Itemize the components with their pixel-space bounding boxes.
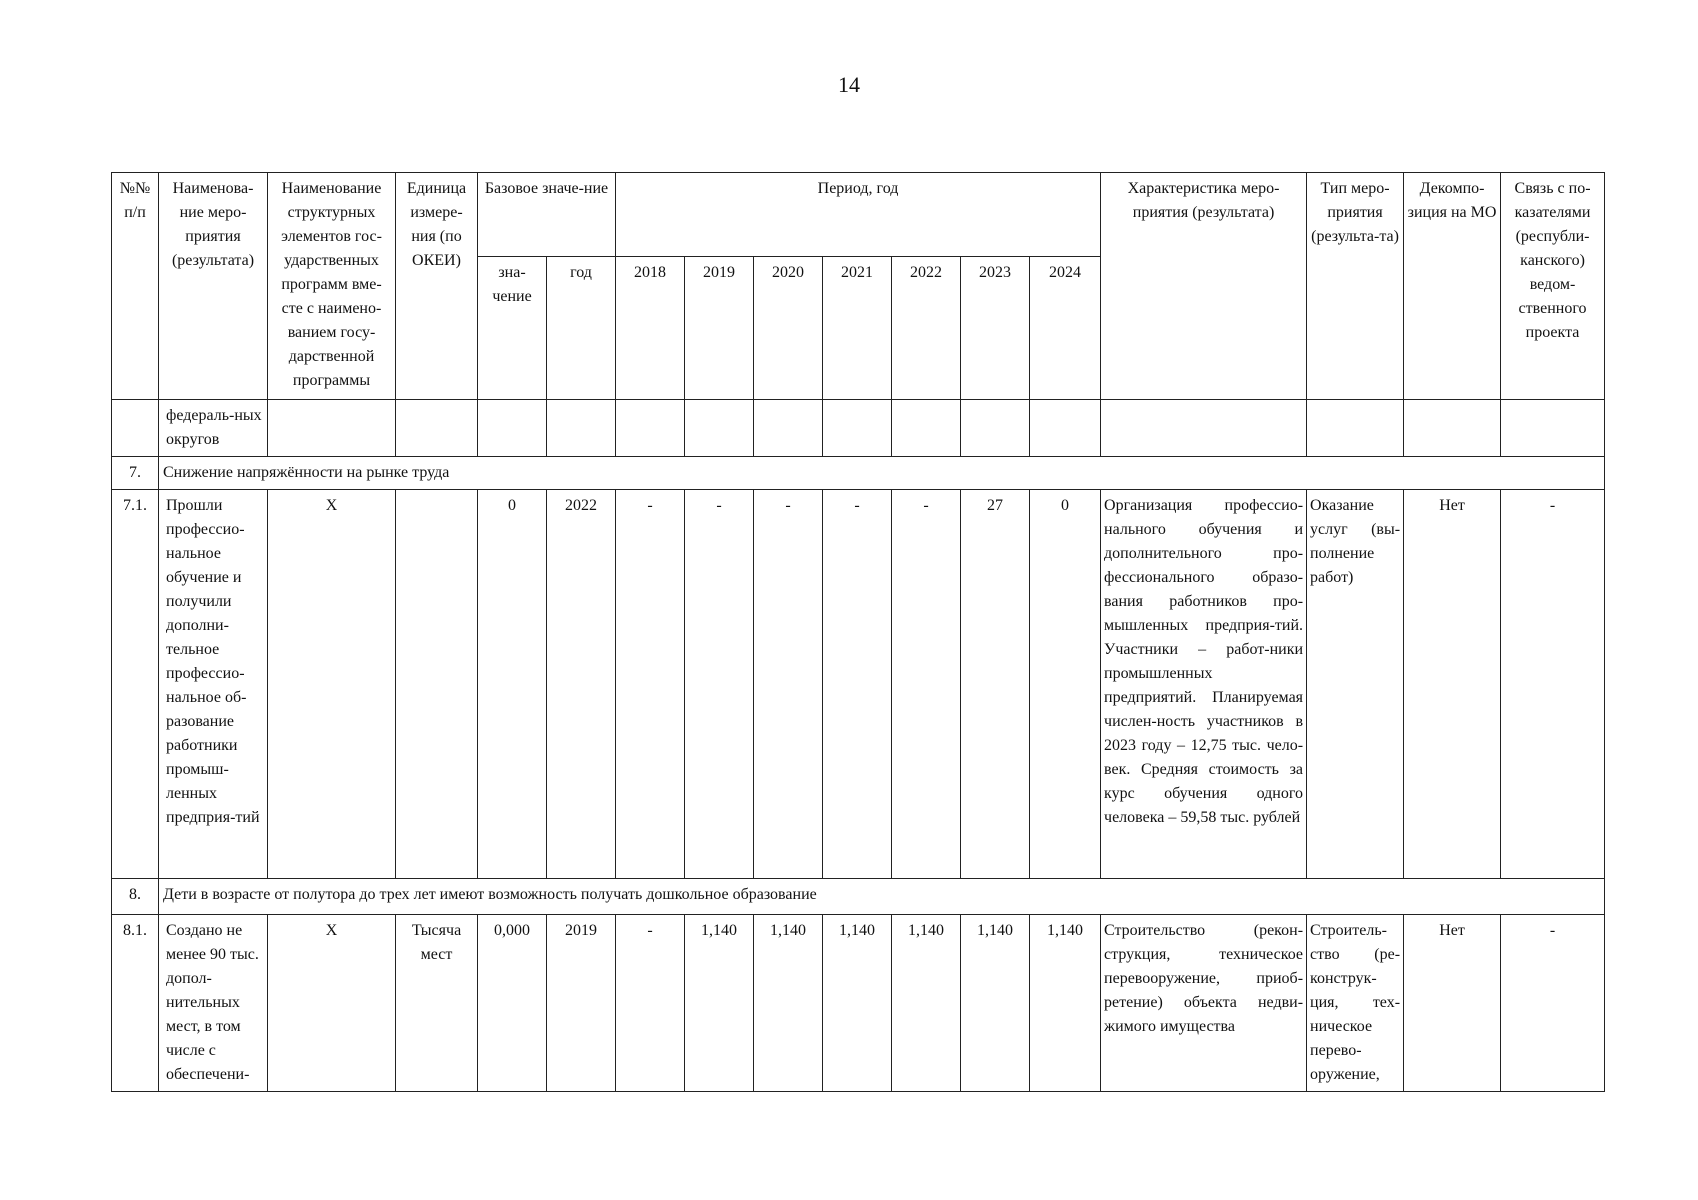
cell [616,400,685,457]
header-year: 2024 [1030,257,1101,400]
section-row [112,879,1605,915]
table-row [112,490,1605,879]
cell [685,400,754,457]
row-year-value: 27 [961,490,1030,879]
row-year-value: 1,140 [685,915,754,1092]
cell [478,400,547,457]
row-name: Создано не менее 90 тыс. допол-нительных мест, в том числе с обеспечени- [159,915,268,1092]
table-row [112,915,1605,1092]
row-characteristic: Строительство (рекон-струкция, техническое перевооружение, приоб-ретение) объекта недви-жимого имущества [1101,915,1307,1092]
row-year-value: - [616,490,685,879]
row-year-value: 1,140 [892,915,961,1092]
row-decomposition: Нет [1404,915,1501,1092]
row-name: Прошли профессио-нальное обучение и получили дополни-тельное профессио-нальное об-разование работники промыш-ленных предприя-тий [159,490,268,879]
row-characteristic: Организация профессио-нального обучения и дополнительного про-фессионального образо-вания работников про-мышленных предприя-тий. Участники – работ-ники промышленных предприятий. Планируемая числен-ность участников в 2023 году – 12,75 тыс. чело-век. Средняя стоимость за курс обучения одного человека – 59,58 тыс. рублей [1101,490,1307,879]
cell-name: федераль-ных округов [159,400,268,457]
row-year-value: 1,140 [1030,915,1101,1092]
header-year: 2019 [685,257,754,400]
header-year: 2022 [892,257,961,400]
cell [396,400,478,457]
cell [892,400,961,457]
header-base-value: Базовое значе-ние [478,173,616,257]
cell [1101,400,1307,457]
header-unit: Единица измере-ния (по ОКЕИ) [396,173,478,400]
table-row [112,400,1605,457]
section-title: Дети в возрасте от полутора до трех лет имеют возможность получать дошкольное образование [159,879,1605,915]
header-year: 2020 [754,257,823,400]
cell [112,400,159,457]
row-struct: Х [268,915,396,1092]
row-year-value: - [754,490,823,879]
header-year: 2023 [961,257,1030,400]
section-row [112,457,1605,490]
header-decomposition: Декомпо-зиция на МО [1404,173,1501,400]
row-year-value: 1,140 [823,915,892,1092]
cell [547,400,616,457]
row-decomposition: Нет [1404,490,1501,879]
header-period: Период, год [616,173,1101,257]
row-year-value: - [685,490,754,879]
header-link: Связь с по-казателями (республи-канского) ведом-ственного проекта [1501,173,1605,400]
header-year: 2018 [616,257,685,400]
header-struct-elements: Наименование структурных элементов гос-ударственных программ вме-сте с наимено-ванием госу-дарственной программы [268,173,396,400]
row-year-value: 1,140 [754,915,823,1092]
header-event-name: Наименова-ние меро-приятия (результата) [159,173,268,400]
header-type: Тип меро-приятия (результа-та) [1307,173,1404,400]
row-base-value: 0 [478,490,547,879]
header-row [112,173,1605,257]
header-num: №№ п/п [112,173,159,400]
row-num: 7.1. [112,490,159,879]
row-unit [396,490,478,879]
row-base-year: 2022 [547,490,616,879]
row-year-value: 0 [1030,490,1101,879]
cell [1501,400,1605,457]
section-num: 8. [112,879,159,915]
row-year-value: - [616,915,685,1092]
header-base-val-sub: зна-чение [478,257,547,400]
cell [823,400,892,457]
cell [1404,400,1501,457]
row-unit: Тысяча мест [396,915,478,1092]
page-number: 14 [838,72,860,97]
section-num: 7. [112,457,159,490]
header-characteristic: Характеристика меро-приятия (результата) [1101,173,1307,400]
row-struct: Х [268,490,396,879]
row-year-value: 1,140 [961,915,1030,1092]
row-link: - [1501,915,1605,1092]
cell [754,400,823,457]
row-type: Строитель-ство (ре-конструк-ция, тех-ническое перево-оружение, [1307,915,1404,1092]
row-year-value: - [892,490,961,879]
cell [1307,400,1404,457]
row-base-value: 0,000 [478,915,547,1092]
row-base-year: 2019 [547,915,616,1092]
cell [961,400,1030,457]
row-num: 8.1. [112,915,159,1092]
cell [1030,400,1101,457]
measures-table [111,172,1605,1092]
row-link: - [1501,490,1605,879]
header-year: 2021 [823,257,892,400]
header-base-year-sub: год [547,257,616,400]
cell [268,400,396,457]
row-type: Оказание услуг (вы-полнение работ) [1307,490,1404,879]
row-year-value: - [823,490,892,879]
section-title: Снижение напряжённости на рынке труда [159,457,1605,490]
